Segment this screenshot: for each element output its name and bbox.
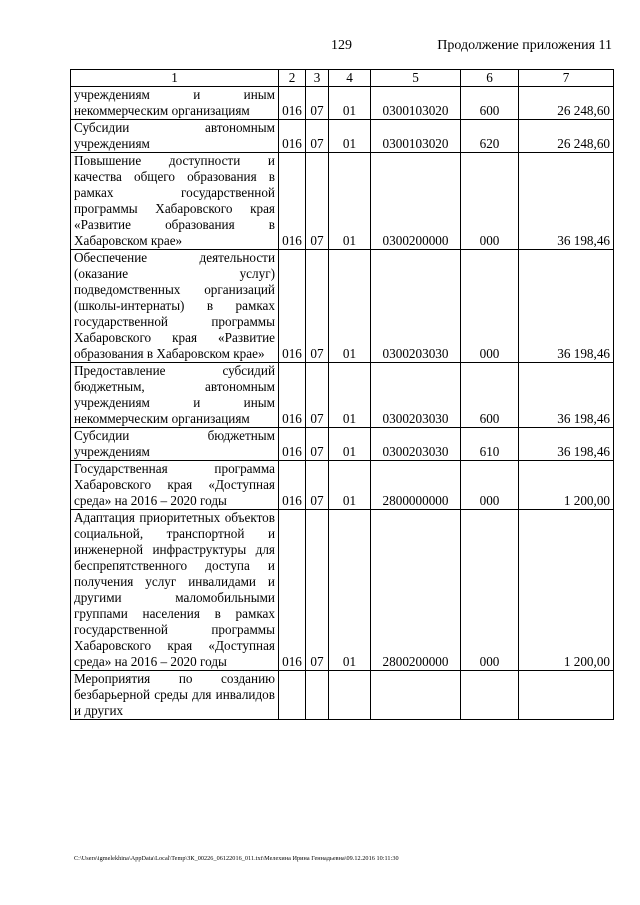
row-amount: 26 248,60: [519, 120, 614, 153]
row-code-ministry: 016: [279, 461, 306, 510]
row-name: учреждениям и иным некоммерческим организациям: [71, 87, 279, 120]
row-code-target: 0300103020: [371, 120, 461, 153]
table-row: [71, 153, 614, 250]
row-code-ministry: 016: [279, 428, 306, 461]
document-path-footer: C:\Users\igmelekhina\AppData\Local\Temp\ЗК_00226_06122016_011.txt\Мелехина Ирина Геннадьевна\09.12.2016 10:11:30: [74, 855, 399, 862]
row-name: Государственная программа Хабаровского края «Доступная среда» на 2016 – 2020 годы: [71, 461, 279, 510]
row-code-expense: 620: [461, 120, 519, 153]
row-name: Мероприятия по созданию безбарьерной среды для инвалидов и других: [71, 671, 279, 720]
row-code-section: 07: [306, 510, 329, 671]
row-code-subsection: 01: [329, 461, 371, 510]
row-code-target: 0300203030: [371, 250, 461, 363]
row-code-ministry: [279, 671, 306, 720]
row-code-target: 2800200000: [371, 510, 461, 671]
row-code-target: 0300203030: [371, 363, 461, 428]
row-code-expense: 000: [461, 510, 519, 671]
row-amount: 26 248,60: [519, 87, 614, 120]
row-code-subsection: 01: [329, 153, 371, 250]
row-code-subsection: 01: [329, 250, 371, 363]
appendix-label: Продолжение приложения 11: [437, 38, 612, 53]
row-amount: 36 198,46: [519, 363, 614, 428]
row-code-subsection: 01: [329, 363, 371, 428]
row-amount: 1 200,00: [519, 461, 614, 510]
column-header: 7: [519, 70, 614, 87]
row-code-subsection: 01: [329, 510, 371, 671]
row-code-section: 07: [306, 250, 329, 363]
row-code-target: 0300203030: [371, 428, 461, 461]
row-name: Повышение доступности и качества общего образования в рамках государственной программы Хабаровского края «Развитие образования в Хабаровском крае»: [71, 153, 279, 250]
row-code-section: [306, 671, 329, 720]
row-code-subsection: 01: [329, 428, 371, 461]
row-code-subsection: 01: [329, 87, 371, 120]
row-code-target: [371, 671, 461, 720]
table-row: [71, 671, 614, 720]
column-header: 3: [306, 70, 329, 87]
row-name: Адаптация приоритетных объектов социальной, транспортной и инженерной инфраструктуры для беспрепятственного доступа и получения услуг инвалидами и другими маломобильными группами населения в рамках государственной программы Хабаровского края «Доступная среда» на 2016 – 2020 годы: [71, 510, 279, 671]
row-code-expense: 000: [461, 153, 519, 250]
row-code-ministry: 016: [279, 510, 306, 671]
row-code-subsection: 01: [329, 120, 371, 153]
row-code-section: 07: [306, 87, 329, 120]
row-code-section: 07: [306, 363, 329, 428]
row-amount: [519, 671, 614, 720]
row-code-section: 07: [306, 120, 329, 153]
row-code-section: 07: [306, 461, 329, 510]
row-amount: 1 200,00: [519, 510, 614, 671]
row-code-ministry: 016: [279, 120, 306, 153]
page-number: 129: [331, 38, 352, 53]
column-header: 5: [371, 70, 461, 87]
column-header: 4: [329, 70, 371, 87]
row-name: Обеспечение деятельности (оказание услуг) подведомственных организаций (школы-интернаты) в рамках государственной программы Хабаровского края «Развитие образования в Хабаровском крае»: [71, 250, 279, 363]
table-row: [71, 363, 614, 428]
row-code-target: 2800000000: [371, 461, 461, 510]
table-header-row: [71, 70, 614, 87]
row-code-target: 0300200000: [371, 153, 461, 250]
row-name: Предоставление субсидий бюджетным, автономным учреждениям и иным некоммерческим организациям: [71, 363, 279, 428]
row-code-expense: 610: [461, 428, 519, 461]
row-code-expense: 000: [461, 250, 519, 363]
table-row: [71, 250, 614, 363]
row-amount: 36 198,46: [519, 153, 614, 250]
row-code-target: 0300103020: [371, 87, 461, 120]
budget-table: [70, 69, 614, 720]
row-code-ministry: 016: [279, 87, 306, 120]
row-code-section: 07: [306, 153, 329, 250]
column-header: 2: [279, 70, 306, 87]
row-code-expense: 600: [461, 87, 519, 120]
table-row: [71, 87, 614, 120]
row-code-expense: 600: [461, 363, 519, 428]
row-amount: 36 198,46: [519, 250, 614, 363]
row-code-expense: 000: [461, 461, 519, 510]
row-name: Субсидии бюджетным учреждениям: [71, 428, 279, 461]
table-row: [71, 461, 614, 510]
row-name: Субсидии автономным учреждениям: [71, 120, 279, 153]
table-row: [71, 120, 614, 153]
row-code-ministry: 016: [279, 363, 306, 428]
row-amount: 36 198,46: [519, 428, 614, 461]
row-code-section: 07: [306, 428, 329, 461]
column-header: 6: [461, 70, 519, 87]
table-row: [71, 510, 614, 671]
table-row: [71, 428, 614, 461]
row-code-subsection: [329, 671, 371, 720]
row-code-ministry: 016: [279, 153, 306, 250]
column-header: 1: [71, 70, 279, 87]
row-code-ministry: 016: [279, 250, 306, 363]
row-code-expense: [461, 671, 519, 720]
